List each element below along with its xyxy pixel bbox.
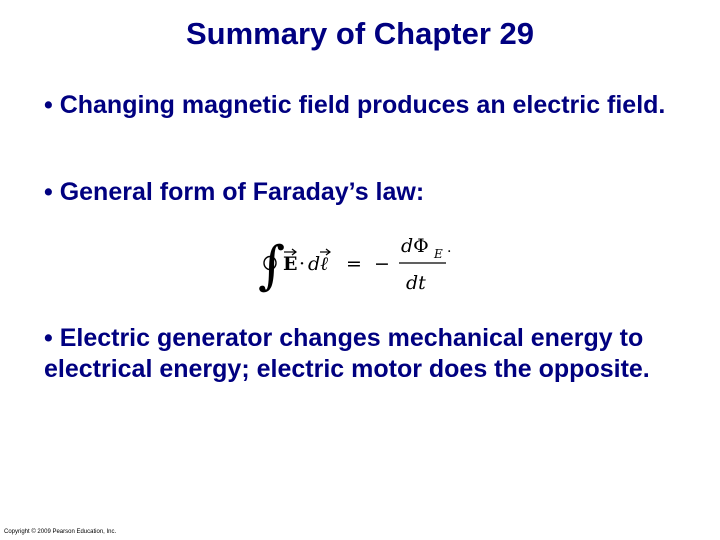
- trailing-period: .: [447, 240, 452, 256]
- integral-sign: ∫: [258, 236, 286, 296]
- dot-operator: ·: [299, 253, 306, 275]
- fraction-denominator: dt: [406, 272, 426, 294]
- bullet-generator-motor: • Electric generator changes mechanical energy to electrical energy; electric motor does the opposite.: [44, 324, 650, 383]
- faraday-equation: [258, 228, 478, 298]
- bullet-changing-field: • Changing magnetic field produces an electric field.: [44, 91, 666, 119]
- vector-e: E: [283, 253, 298, 275]
- equals-sign: =: [346, 253, 362, 275]
- fraction-numerator: dΦ: [401, 235, 429, 257]
- minus-sign: −: [374, 253, 390, 275]
- vector-dl: dℓ: [308, 253, 329, 275]
- copyright-notice: Copyright © 2009 Pearson Education, Inc.: [4, 529, 117, 535]
- bullet-faraday-law: • General form of Faraday’s law:: [44, 178, 425, 206]
- flux-subscript: E: [434, 247, 443, 261]
- slide-title: Summary of Chapter 29: [186, 16, 534, 51]
